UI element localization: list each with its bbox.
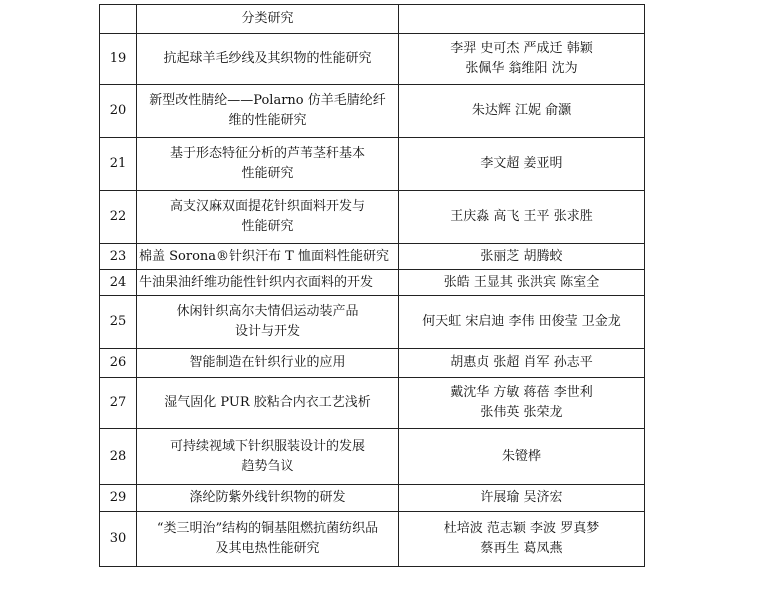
table-row: [100, 34, 645, 85]
table-row: [100, 244, 645, 270]
paper-title: [137, 270, 399, 296]
paper-title: [137, 378, 399, 429]
table-row: [100, 85, 645, 138]
row-number: 30: [100, 512, 137, 567]
title-line: 性能研究: [241, 219, 294, 234]
title-line: 涤纶防紫外线针织物的研发: [189, 490, 346, 505]
table-row: [100, 429, 645, 485]
paper-title: [137, 34, 399, 85]
paper-authors: [399, 85, 645, 138]
table-row: [100, 512, 645, 567]
paper-authors: [399, 485, 645, 512]
title-line: 棉盖 Sorona®针织汗布 T 恤面料性能研究: [139, 248, 389, 264]
table-row: [100, 5, 645, 34]
table-row: [100, 191, 645, 244]
paper-title: [137, 485, 399, 512]
row-number: 20: [100, 85, 137, 138]
title-line: 设计与开发: [234, 324, 300, 339]
row-number: 19: [100, 34, 137, 85]
title-line: 维的性能研究: [228, 113, 307, 128]
row-number: 24: [100, 270, 137, 296]
row-number: [100, 5, 137, 34]
author-line: 张伟英 张荣龙: [480, 405, 563, 420]
author-line: 李羿 史可杰 严成迁 韩颖: [450, 41, 593, 56]
paper-authors: [399, 512, 645, 567]
author-line: 朱达辉 江妮 俞灏: [471, 103, 572, 118]
table-row: [100, 485, 645, 512]
paper-authors: [399, 5, 645, 34]
author-line: 蔡再生 葛凤燕: [480, 541, 563, 556]
paper-list-body: [100, 5, 645, 567]
paper-authors: [399, 191, 645, 244]
table-row: [100, 378, 645, 429]
title-line: 可持续视域下针织服装设计的发展: [169, 438, 365, 454]
table-row: [100, 349, 645, 378]
author-line: 杜培波 范志颖 李波 罗真梦: [443, 521, 600, 536]
author-line: 李文超 姜亚明: [480, 156, 563, 171]
row-number: 25: [100, 296, 137, 349]
author-line: 张佩华 翁维阳 沈为: [465, 61, 578, 76]
title-line: 基于形态特征分析的芦苇茎秆基本: [169, 146, 365, 161]
paper-authors: [399, 378, 645, 429]
paper-authors: [399, 296, 645, 349]
paper-title: [137, 138, 399, 191]
title-line: 新型改性腈纶——Polarno 仿羊毛腈纶纤: [149, 93, 386, 108]
row-number: 21: [100, 138, 137, 191]
title-line: 分类研究: [241, 11, 294, 26]
title-line: 高支汉麻双面提花针织面料开发与: [169, 199, 365, 214]
row-number: 27: [100, 378, 137, 429]
author-line: 王庆淼 高飞 王平 张求胜: [450, 209, 593, 224]
author-line: 张皓 王显其 张洪宾 陈室全: [443, 274, 600, 290]
row-number: 28: [100, 429, 137, 485]
title-line: 牛油果油纤维功能性针织内衣面料的开发: [139, 274, 374, 290]
author-line: 何天虹 宋启迪 李伟 田俊莹 卫金龙: [422, 314, 621, 329]
paper-authors: [399, 244, 645, 270]
title-line: 智能制造在针织行业的应用: [189, 355, 346, 370]
title-line: 休闲针织高尔夫情侣运动装产品: [176, 304, 359, 319]
table-row: [100, 270, 645, 296]
table-row: [100, 138, 645, 191]
title-line: 抗起球羊毛纱线及其织物的性能研究: [163, 51, 372, 66]
paper-authors: [399, 270, 645, 296]
paper-title: [137, 512, 399, 567]
paper-title: [137, 191, 399, 244]
row-number: 23: [100, 244, 137, 270]
title-line: “类三明治”结构的铜基阻燃抗菌纺织品: [156, 521, 379, 536]
title-line: 性能研究: [241, 166, 294, 181]
row-number: 26: [100, 349, 137, 378]
paper-authors: [399, 349, 645, 378]
paper-authors: [399, 429, 645, 485]
table-row: [100, 296, 645, 349]
paper-title: [137, 244, 399, 270]
paper-title: [137, 429, 399, 485]
author-line: 张丽芝 胡腾蛟: [480, 248, 563, 264]
author-line: 朱镫桦: [501, 448, 541, 464]
row-number: 29: [100, 485, 137, 512]
paper-authors: [399, 138, 645, 191]
title-line: 湿气固化 PUR 胶粘合内衣工艺浅析: [164, 395, 371, 410]
author-line: 许展瑜 吴济宏: [480, 490, 563, 505]
title-line: 及其电热性能研究: [215, 541, 320, 556]
paper-title: [137, 5, 399, 34]
paper-list-table: [99, 4, 645, 567]
paper-authors: [399, 34, 645, 85]
author-line: 戴沈华 方敏 蒋蓓 李世利: [450, 385, 593, 400]
paper-title: [137, 296, 399, 349]
paper-title: [137, 85, 399, 138]
row-number: 22: [100, 191, 137, 244]
title-line: 趋势刍议: [241, 458, 294, 474]
author-line: 胡惠贞 张超 肖军 孙志平: [450, 355, 593, 370]
paper-title: [137, 349, 399, 378]
